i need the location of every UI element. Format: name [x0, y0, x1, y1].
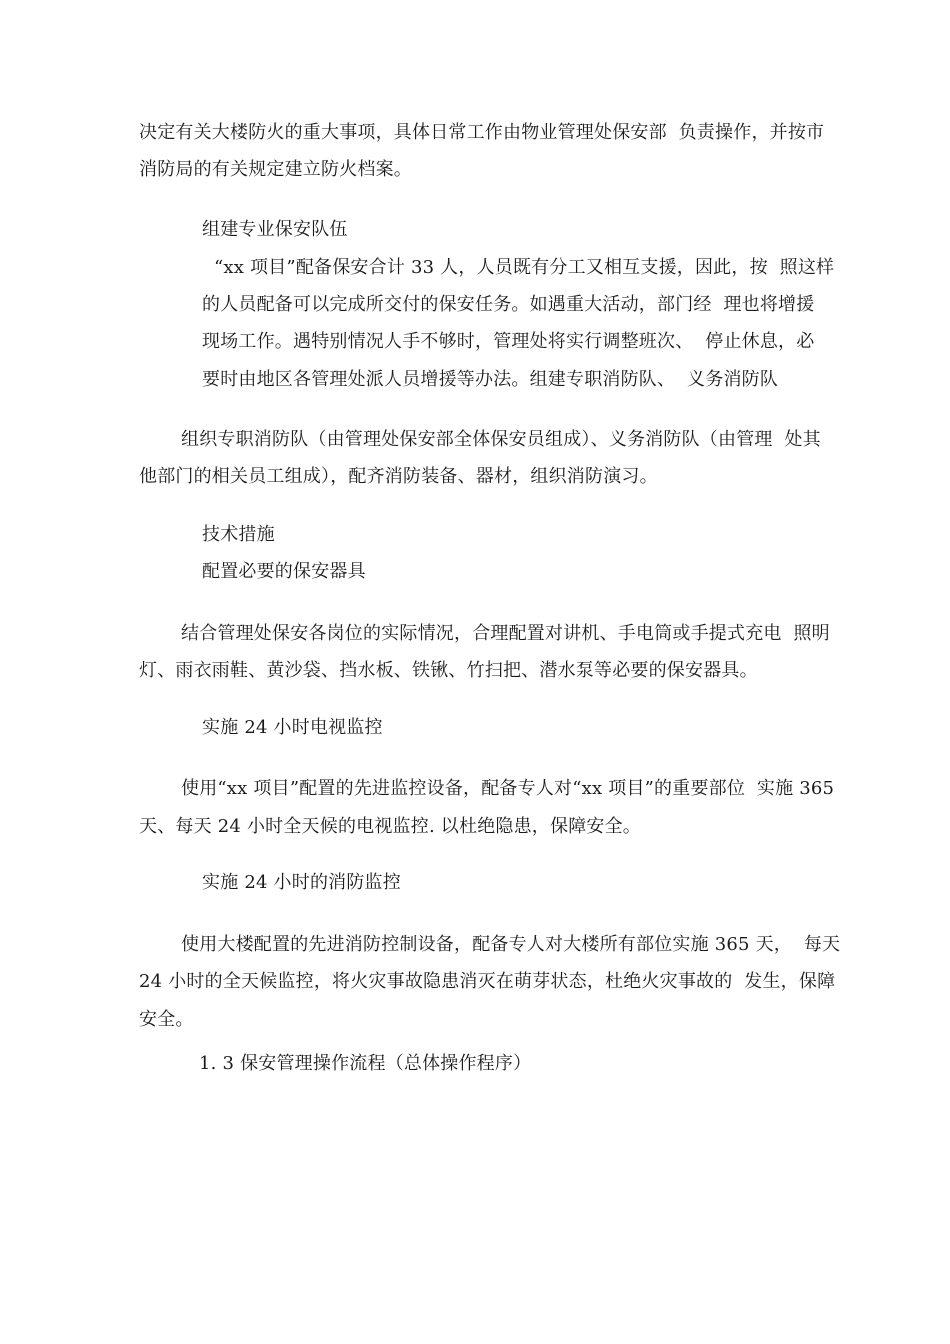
- paragraph-line: 使用大楼配置的先进消防控制设备，配备专人对大楼所有部位实施 365 天， 每天: [181, 934, 841, 955]
- paragraph-line: “xx 项目”配备保安合计 33 人，人员既有分工又相互支援，因此，按 照这样: [214, 257, 835, 278]
- paragraph-line: 24 小时的全天候监控，将火灾事故隐患消灭在萌芽状态，杜绝火灾事故的 发生，保障: [139, 971, 836, 992]
- paragraph-line: 安全。: [139, 1009, 194, 1030]
- section-heading-cctv: 实施 24 小时电视监控: [202, 717, 383, 738]
- section-heading-flow: 1. 3 保安管理操作流程（总体操作程序）: [199, 1053, 532, 1074]
- paragraph-line: 使用“xx 项目”配置的先进监控设备，配备专人对“xx 项目”的重要部位 实施 365: [181, 778, 835, 799]
- paragraph-line: 天、每天 24 小时全天候的电视监控. 以杜绝隐患，保障安全。: [139, 816, 641, 837]
- paragraph-line: 他部门的相关员工组成），配齐消防装备、器材，组织消防演习。: [139, 466, 658, 487]
- paragraph-line: 灯、雨衣雨鞋、黄沙袋、挡水板、铁锹、竹扫把、潜水泵等必要的保安器具。: [139, 660, 758, 681]
- section-heading-equipment: 配置必要的保安器具: [202, 561, 366, 582]
- paragraph-line: 要时由地区各管理处派人员增援等办法。组建专职消防队、 义务消防队: [202, 369, 779, 390]
- paragraph-line: 消防局的有关规定建立防火档案。: [139, 159, 412, 180]
- paragraph-line: 组织专职消防队（由管理处保安部全体保安员组成）、义务消防队（由管理 处其: [181, 429, 821, 450]
- section-heading-fire: 实施 24 小时的消防监控: [202, 872, 401, 893]
- section-heading-team: 组建专业保安队伍: [202, 219, 348, 240]
- paragraph-line: 的人员配备可以完成所交付的保安任务。如遇重大活动，部门经 理也将增援: [202, 294, 815, 315]
- paragraph-line: 结合管理处保安各岗位的实际情况，合理配置对讲机、手电筒或手提式充电 照明: [181, 623, 830, 644]
- paragraph-line: 现场工作。遇特别情况人手不够时，管理处将实行调整班次、 停止休息，必: [202, 331, 815, 352]
- paragraph-line: 决定有关大楼防火的重大事项，具体日常工作由物业管理处保安部 负责操作，并按市: [139, 122, 825, 143]
- section-heading-tech: 技术措施: [202, 524, 275, 545]
